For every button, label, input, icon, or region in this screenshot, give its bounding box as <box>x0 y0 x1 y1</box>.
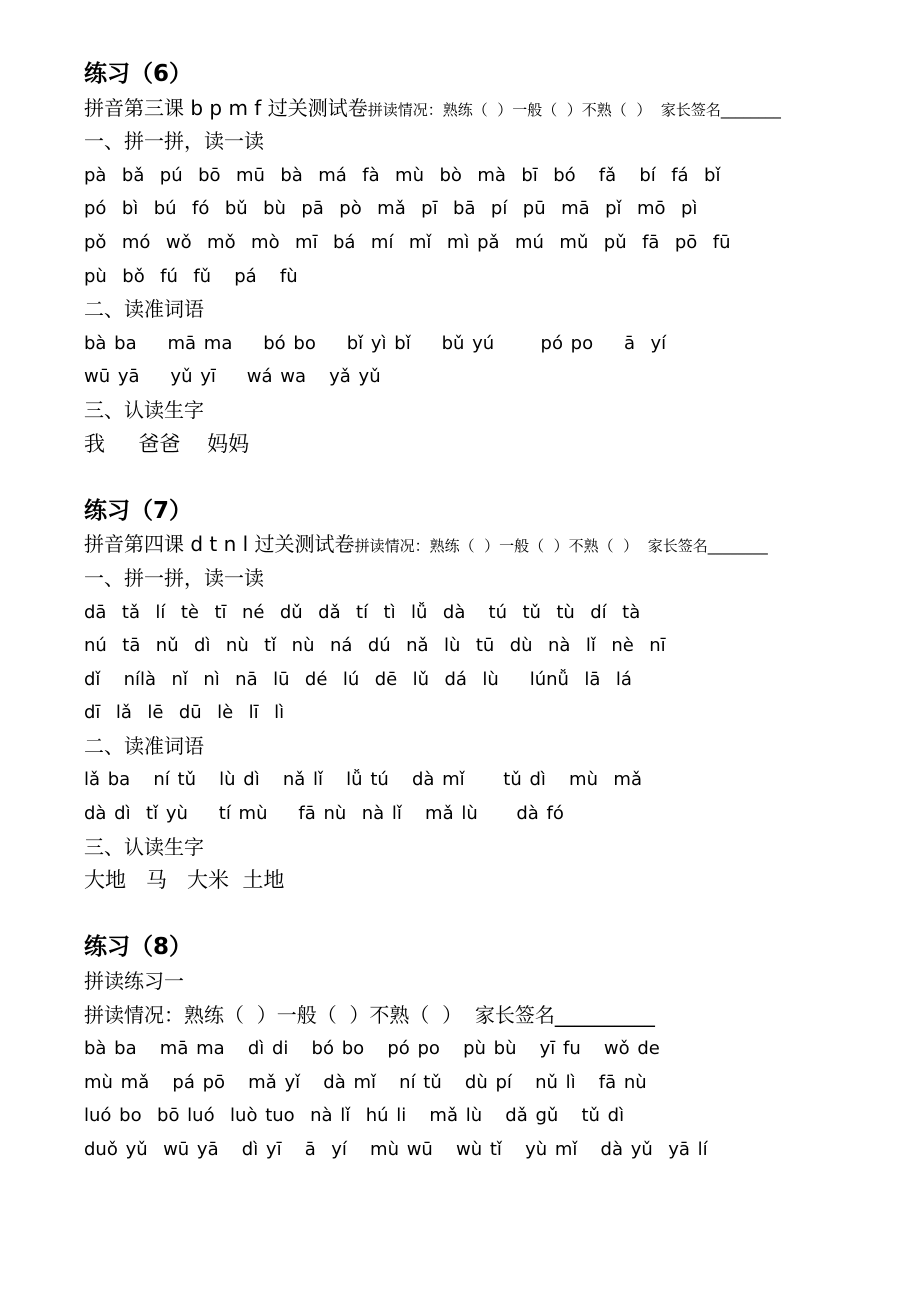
section-6-heading-2: 二、读准词语 <box>84 297 204 322</box>
section-8-title: 练习（8） <box>84 934 193 961</box>
pinyin-row: nú tā nǔ dì nù tǐ nù ná dú nǎ lù tū dù nà lǐ nè nī <box>84 635 666 657</box>
word-row: wū yā yǔ yī wá wa yǎ yǔ <box>84 366 381 388</box>
spacer <box>84 461 884 495</box>
word-row: luó bo bō luó luò tuo nà lǐ hú li mǎ lù dǎ gǔ tǔ dì <box>84 1105 625 1127</box>
section-7-subtitle <box>84 528 884 562</box>
worksheet <box>84 58 884 1167</box>
section-7-rating: 拼读情况：熟练（ ）一般（ ）不熟（ ） 家长签名________ <box>354 537 768 556</box>
word-row: lǎ ba ní tǔ lù dì nǎ lǐ lǚ tú dà mǐ tǔ dì mù mǎ <box>84 769 642 791</box>
section-7-subtitle-main: 拼音第四课 d t n l 过关测试卷 <box>84 532 355 557</box>
pinyin-row: pǒ mó wǒ mǒ mò mī bá mí mǐ mì pǎ mú mǔ pǔ fā pō fū <box>84 231 731 253</box>
section-6-subtitle-main: 拼音第三课 b p m f 过关测试卷 <box>84 95 368 120</box>
word-row: mù mǎ pá pō mǎ yǐ dà mǐ ní tǔ dù pí nǔ lì fā nù <box>84 1071 647 1093</box>
pinyin-row: pó bì bú fó bǔ bù pā pò mǎ pī bā pí pū mā pǐ mō pì <box>84 198 698 220</box>
section-7-title: 练习（7） <box>84 497 193 524</box>
section-7-heading-1: 一、拼一拼，读一读 <box>84 565 264 590</box>
section-8-rating: 拼读情况：熟练（ ）一般（ ）不熟（ ） 家长签名__________ <box>84 1002 655 1027</box>
section-6-rating: 拼读情况：熟练（ ）一般（ ）不熟（ ） 家长签名________ <box>367 100 781 119</box>
characters-row: 大地 马 大米 土地 <box>84 868 285 893</box>
section-8-subheading: 拼读练习一 <box>84 969 184 994</box>
spacer <box>84 898 884 932</box>
pinyin-row: dǐ nílà nǐ nì nā lū dé lú dē lǔ dá lù lúnǚ lā lá <box>84 668 632 690</box>
word-row: duǒ yǔ wū yā dì yī ā yí mù wū wù tǐ yù mǐ dà yǔ yā lí <box>84 1139 708 1160</box>
section-6-subtitle <box>84 92 884 126</box>
pinyin-row: dā tǎ lí tè tī né dǔ dǎ tí tì lǚ dà tú tǔ tù dí tà <box>84 601 641 623</box>
section-7-heading-2: 二、读准词语 <box>84 733 204 758</box>
section-6-heading-1: 一、拼一拼，读一读 <box>84 129 264 154</box>
pinyin-row: pù bǒ fú fǔ pá fù <box>84 265 298 287</box>
word-row: bà ba mā ma bó bo bǐ yì bǐ bǔ yú pó po ā yí <box>84 332 667 354</box>
word-row: bà ba mā ma dì di bó bo pó po pù bù yī fu wǒ de <box>84 1038 660 1060</box>
section-6-title: 练习（6） <box>84 61 193 87</box>
word-row: dà dì tǐ yù tí mù fā nù nà lǐ mǎ lù dà fó <box>84 803 564 825</box>
section-6-heading-3: 三、认读生字 <box>84 397 204 422</box>
pinyin-row: pà bǎ pú bō mū bà má fà mù bò mà bī bó fǎ bí fá bǐ <box>84 164 721 186</box>
characters-row: 我 爸爸 妈妈 <box>84 431 250 456</box>
pinyin-row: dī lǎ lē dū lè lī lì <box>84 702 285 724</box>
section-7-heading-3: 三、认读生字 <box>84 834 204 859</box>
